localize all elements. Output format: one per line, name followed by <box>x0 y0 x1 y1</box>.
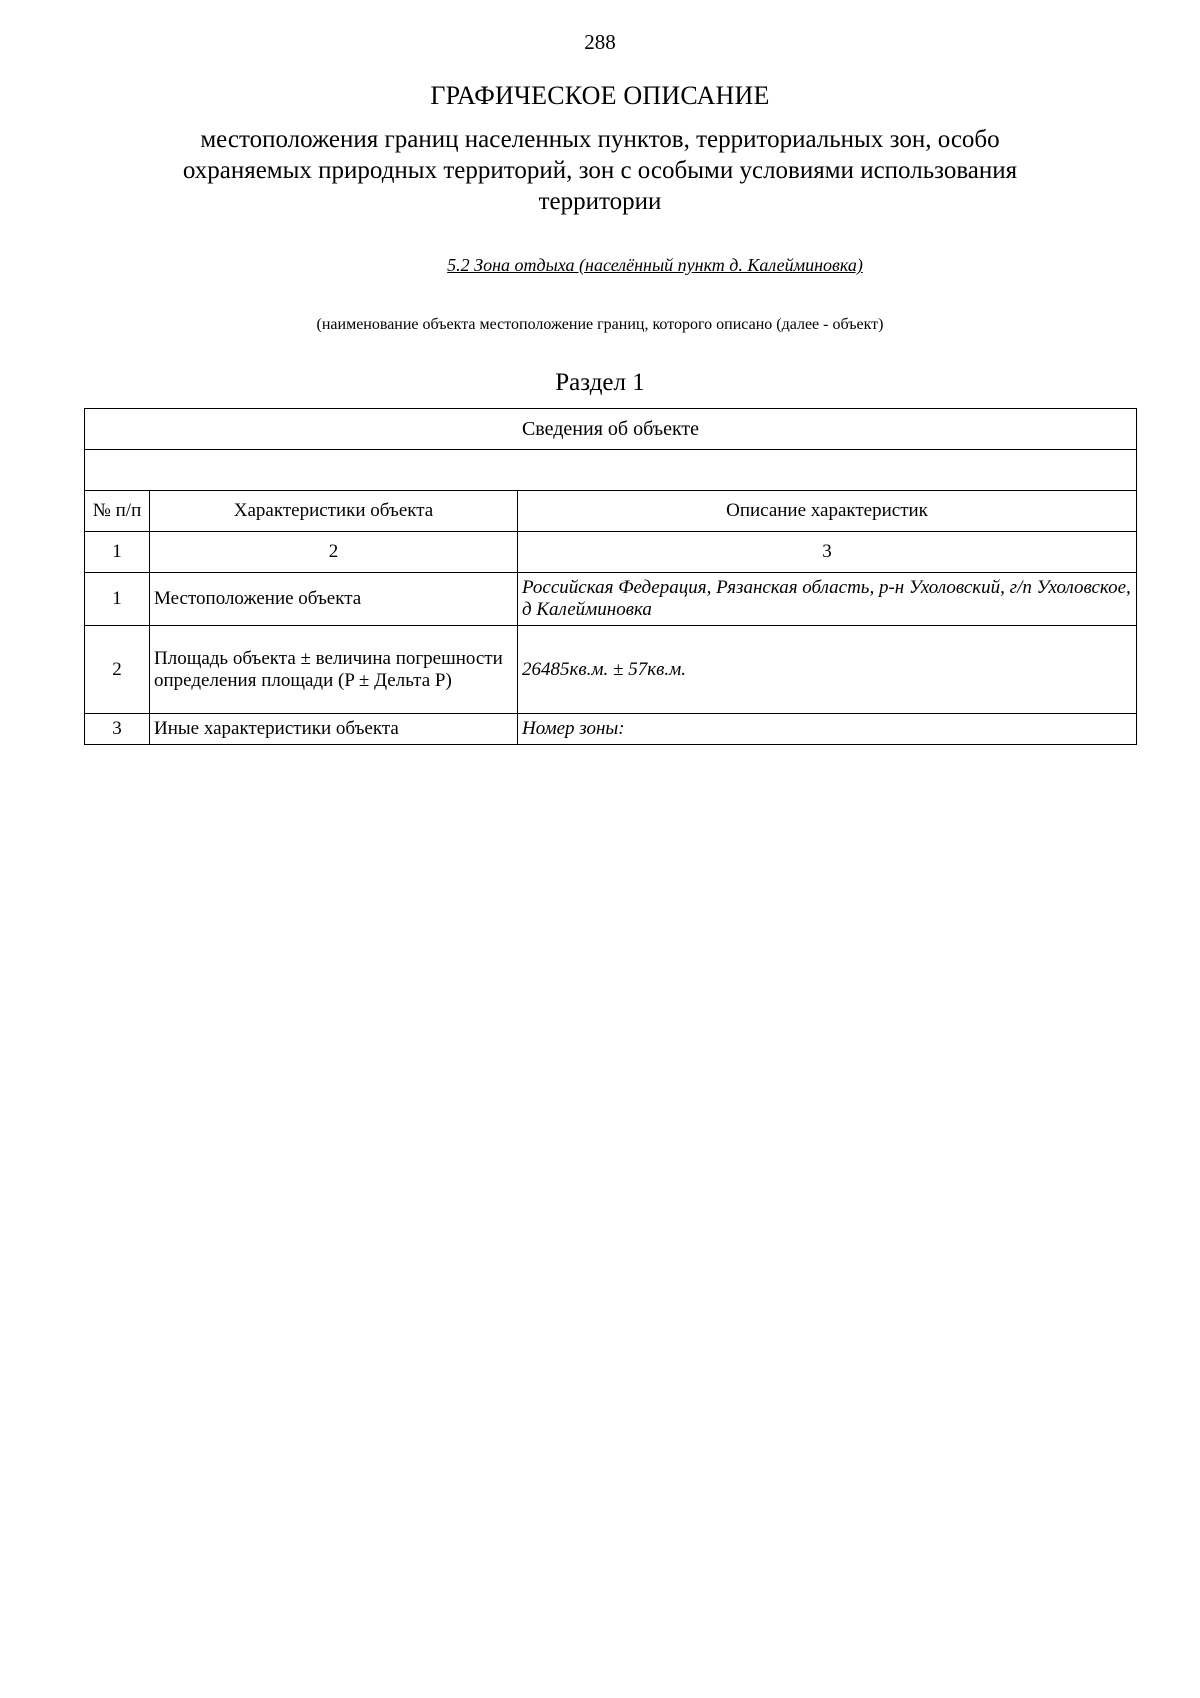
table-row <box>85 714 1137 745</box>
object-info-table <box>84 408 1137 745</box>
table-row <box>85 573 1137 626</box>
table-row <box>85 626 1137 714</box>
section-title: Раздел 1 <box>555 369 645 396</box>
row-number: 2 <box>85 626 150 714</box>
row-description: 26485кв.м. ± 57кв.м. <box>518 626 1137 714</box>
document-title: ГРАФИЧЕСКОЕ ОПИСАНИЕ <box>430 81 770 110</box>
header-description: Описание характеристик <box>518 491 1137 532</box>
row-characteristic: Площадь объекта ± величина погрешности определения площади (P ± Дельта P) <box>150 626 518 714</box>
object-name: 5.2 Зона отдыха (населённый пункт д. Калейминовка) <box>447 255 863 275</box>
header-characteristic: Характеристики объекта <box>150 491 518 532</box>
header-number: № п/п <box>85 491 150 532</box>
table-empty-row <box>85 450 1137 491</box>
table-caption-row <box>85 409 1137 450</box>
object-name-caption: (наименование объекта местоположение границ, которого описано (далее - объект) <box>316 316 884 333</box>
document-subtitle: местоположения границ населенных пунктов, территориальных зон, особо охраняемых природных территорий, зон с особыми условиями использования территории <box>182 126 1018 215</box>
column-number-1: 1 <box>85 532 150 573</box>
row-number: 1 <box>85 573 150 626</box>
page-number: 288 <box>584 30 616 54</box>
row-description: Российская Федерация, Рязанская область, р-н Ухоловский, г/п Ухоловское, д Калейминовка <box>518 573 1137 626</box>
row-description: Номер зоны: <box>518 714 1137 745</box>
row-characteristic: Местоположение объекта <box>150 573 518 626</box>
row-number: 3 <box>85 714 150 745</box>
row-characteristic: Иные характеристики объекта <box>150 714 518 745</box>
table-column-numbers-row <box>85 532 1137 573</box>
column-number-3: 3 <box>518 532 1137 573</box>
object-name-line <box>0 254 1200 276</box>
table-empty-cell <box>85 450 1137 491</box>
column-number-2: 2 <box>150 532 518 573</box>
table-header-row <box>85 491 1137 532</box>
table-caption: Сведения об объекте <box>85 409 1137 450</box>
